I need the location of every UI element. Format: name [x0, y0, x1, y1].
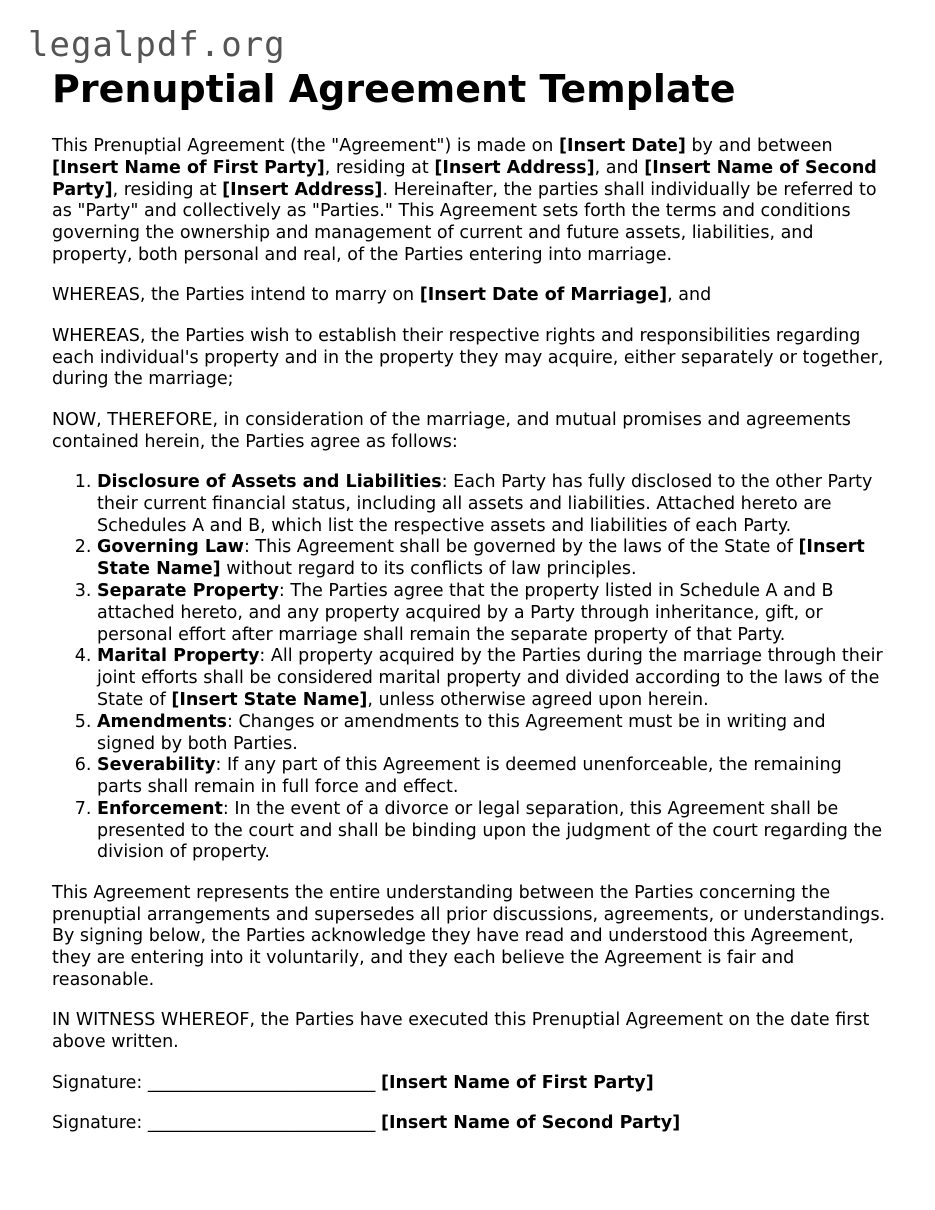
signature-line-first-party	[52, 1073, 888, 1095]
clause-heading: Marital Property	[97, 646, 260, 667]
intro-text: , residing at	[112, 179, 223, 200]
intro-text: , residing at	[324, 157, 435, 178]
document-page	[52, 66, 888, 1135]
intro-text: . Hereinafter, the parties shall individually be referred to as "Party" and collectively as "Parties." This Agreement sets forth the terms and conditions governing the ownership and management of current and future assets, liabilities, and property, both personal and real, of the Parties entering into marriage.	[52, 179, 877, 265]
clause-heading: Separate Property	[97, 580, 279, 601]
clause-item	[97, 755, 888, 799]
clause-text: : All property acquired by the Parties during the marriage through their joint efforts shall be considered marital property and divided according to the laws of the State of	[97, 646, 883, 710]
entire-agreement-paragraph: This Agreement represents the entire understanding between the Parties concerning the prenuptial arrangements and supersedes all prior discussions, agreements, or understandings. By signing below, the Parties acknowledge they have read and understood this Agreement, they are entering into it voluntarily, and they each believe the Agreement is fair and reasonable.	[52, 882, 886, 991]
clause-heading: Enforcement	[97, 798, 223, 819]
placeholder-second-party-name: [Insert Name of Second Party]	[52, 157, 877, 200]
clause-text: : Each Party has fully disclosed to the other Party their current financial status, including all assets and liabilities. Attached hereto are Schedules A and B, which list the respective assets and liabilities of each Party.	[97, 471, 873, 536]
signature-blank: __________________________	[147, 1072, 376, 1093]
signature-blank: __________________________	[147, 1113, 376, 1134]
watermark-logo: legalpdf.org	[28, 25, 286, 65]
clause-text: , unless otherwise agreed upon herein.	[367, 689, 709, 710]
intro-text: , and	[594, 157, 645, 178]
clause-heading: Amendments	[97, 711, 227, 732]
signature-line-second-party	[52, 1113, 888, 1135]
clause-text: : If any part of this Agreement is deemed unenforceable, the remaining parts shall remain in full force and effect.	[97, 755, 842, 798]
whereas-text: WHEREAS, the Parties intend to marry on	[52, 285, 420, 306]
clause-heading: Governing Law	[97, 537, 244, 558]
signature-label: Signature:	[52, 1113, 148, 1134]
intro-paragraph	[52, 136, 888, 267]
clause-item	[97, 581, 888, 646]
clause-text: without regard to its conflicts of law principles.	[220, 559, 637, 580]
whereas-rights-paragraph: WHEREAS, the Parties wish to establish their respective rights and responsibilities regarding each individual's property and in the property they may acquire, either separately or together, during the marriage;	[52, 325, 884, 390]
clause-text: : The Parties agree that the property listed in Schedule A and B attached hereto, and any property acquired by a Party through inheritance, gift, or personal effort after marriage shall remain the separate property of that Party.	[97, 580, 834, 645]
placeholder-first-party-name: [Insert Name of First Party]	[52, 157, 325, 178]
signature-name: [Insert Name of First Party]	[380, 1072, 654, 1093]
clause-item	[97, 472, 888, 537]
signature-label: Signature:	[52, 1072, 148, 1093]
placeholder-address: [Insert Address]	[222, 179, 383, 200]
placeholder-state-name: [Insert State Name]	[171, 689, 368, 710]
clause-text: : In the event of a divorce or legal separation, this Agreement shall be presented to the court and shall be binding upon the judgment of the court regarding the division of property.	[97, 798, 883, 863]
clause-text: : Changes or amendments to this Agreement must be in writing and signed by both Parties.	[97, 711, 826, 754]
placeholder-address: [Insert Address]	[434, 157, 595, 178]
document-title: Prenuptial Agreement Template	[52, 67, 736, 111]
whereas-marriage-paragraph	[52, 285, 888, 307]
intro-text: by and between	[685, 136, 833, 156]
clause-item	[97, 799, 888, 864]
placeholder-marriage-date: [Insert Date of Marriage]	[419, 285, 668, 306]
clause-item	[97, 646, 888, 711]
whereas-text: , and	[667, 285, 712, 306]
clause-heading: Severability	[97, 755, 216, 776]
intro-text: This Prenuptial Agreement (the "Agreement") is made on	[52, 136, 559, 156]
placeholder-date: [Insert Date]	[558, 136, 686, 156]
clause-item	[97, 712, 888, 756]
clause-text: : This Agreement shall be governed by the laws of the State of	[243, 537, 799, 558]
clause-item	[97, 537, 888, 581]
signature-name: [Insert Name of Second Party]	[380, 1113, 681, 1134]
witness-paragraph: IN WITNESS WHEREOF, the Parties have executed this Prenuptial Agreement on the date first above written.	[52, 1010, 870, 1053]
clause-heading: Disclosure of Assets and Liabilities	[97, 471, 442, 492]
clauses-list	[52, 472, 888, 864]
now-therefore-paragraph: NOW, THEREFORE, in consideration of the marriage, and mutual promises and agreements contained herein, the Parties agree as follows:	[52, 409, 851, 452]
placeholder-state-name: [Insert State Name]	[97, 537, 865, 580]
